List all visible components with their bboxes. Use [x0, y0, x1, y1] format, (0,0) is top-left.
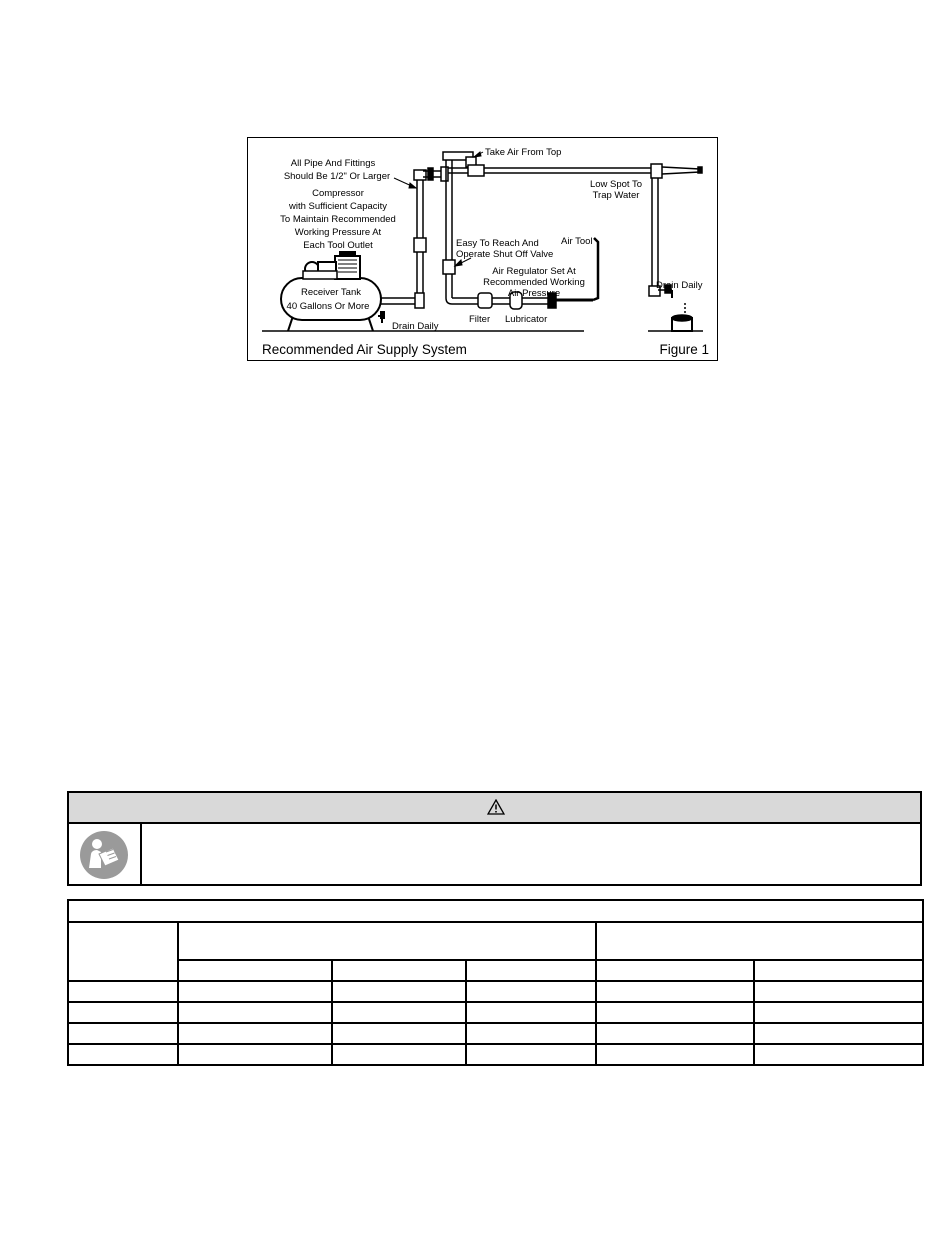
label-compressor-5: Each Tool Outlet — [303, 240, 373, 251]
table-cell — [596, 1023, 754, 1044]
table-cell — [68, 1002, 178, 1023]
table-cell — [332, 1002, 466, 1023]
table-subheader-cell — [596, 960, 754, 981]
label-take-air: Take Air From Top — [485, 147, 562, 158]
table-cell — [754, 1044, 923, 1065]
label-lubricator: Lubricator — [505, 314, 548, 325]
table-cell — [754, 981, 923, 1002]
table-header-group-1 — [178, 922, 596, 960]
table-row — [68, 981, 923, 1002]
table-cell — [178, 1044, 332, 1065]
table-cell — [68, 1023, 178, 1044]
table-cell — [178, 1023, 332, 1044]
table-cell — [466, 1002, 596, 1023]
table-subheader-cell — [754, 960, 923, 981]
table-cell — [178, 1002, 332, 1023]
table-subheader-cell — [178, 960, 332, 981]
table-row — [68, 1023, 923, 1044]
label-regulator-1: Air Regulator Set At — [492, 266, 576, 277]
table-row — [68, 1002, 923, 1023]
label-compressor-1: Compressor — [312, 188, 364, 199]
figure-caption: Recommended Air Supply System — [262, 342, 467, 357]
table-cell — [754, 1023, 923, 1044]
table-title-row — [68, 900, 923, 922]
table-subheader-cell — [332, 960, 466, 981]
spec-table — [67, 899, 924, 1066]
table-header-model — [68, 922, 178, 981]
table-cell — [466, 1023, 596, 1044]
label-compressor-3: To Maintain Recommended — [280, 214, 396, 225]
label-pipe-2: Should Be 1/2" Or Larger — [283, 171, 391, 182]
figure-number: Figure 1 — [659, 342, 709, 357]
label-regulator-3: Air Pressure — [507, 288, 561, 299]
label-compressor-2: with Sufficient Capacity — [288, 201, 388, 212]
drain-valve-left — [378, 311, 385, 323]
table-cell — [466, 981, 596, 1002]
label-compressor-4: Working Pressure At — [294, 227, 382, 238]
label-drain-left: Drain Daily — [392, 321, 439, 332]
label-drain-right: Drain Daily — [656, 280, 703, 291]
table-cell — [754, 1002, 923, 1023]
warning-box — [67, 791, 922, 886]
label-filter: Filter — [469, 314, 491, 325]
table-cell — [178, 981, 332, 1002]
label-pipe-1: All Pipe And Fittings — [290, 158, 376, 169]
table-cell — [68, 1044, 178, 1065]
right-drop — [649, 178, 692, 331]
table-cell — [332, 981, 466, 1002]
table-header-group-2 — [596, 922, 923, 960]
label-low-spot-1: Low Spot To — [589, 179, 643, 190]
table-cell — [596, 981, 754, 1002]
warning-header — [69, 793, 920, 824]
table-cell — [466, 1044, 596, 1065]
table-cell — [332, 1044, 466, 1065]
table-subheader-cell — [466, 960, 596, 981]
table-cell — [596, 1044, 754, 1065]
compressor — [303, 251, 360, 279]
air-supply-diagram — [248, 138, 717, 360]
warning-icon-cell — [69, 824, 142, 884]
table-title-cell — [68, 900, 923, 922]
table-row — [68, 1044, 923, 1065]
table-cell — [332, 1023, 466, 1044]
label-tank-2: 40 Gallons Or More — [286, 301, 370, 312]
label-low-spot-2: Trap Water — [592, 190, 640, 201]
read-manual-icon — [79, 830, 129, 880]
warning-triangle-icon — [487, 799, 505, 815]
label-valve-2: Operate Shut Off Valve — [456, 249, 554, 260]
label-valve-1: Easy To Reach And — [456, 238, 539, 249]
table-subheader-row — [68, 960, 923, 981]
label-tank-1: Receiver Tank — [300, 287, 362, 298]
label-air-tool: Air Tool — [561, 236, 593, 247]
figure-1 — [247, 137, 718, 361]
table-cell — [596, 1002, 754, 1023]
table-header-row — [68, 922, 923, 960]
label-regulator-2: Recommended Working — [483, 277, 585, 288]
table-cell — [68, 981, 178, 1002]
